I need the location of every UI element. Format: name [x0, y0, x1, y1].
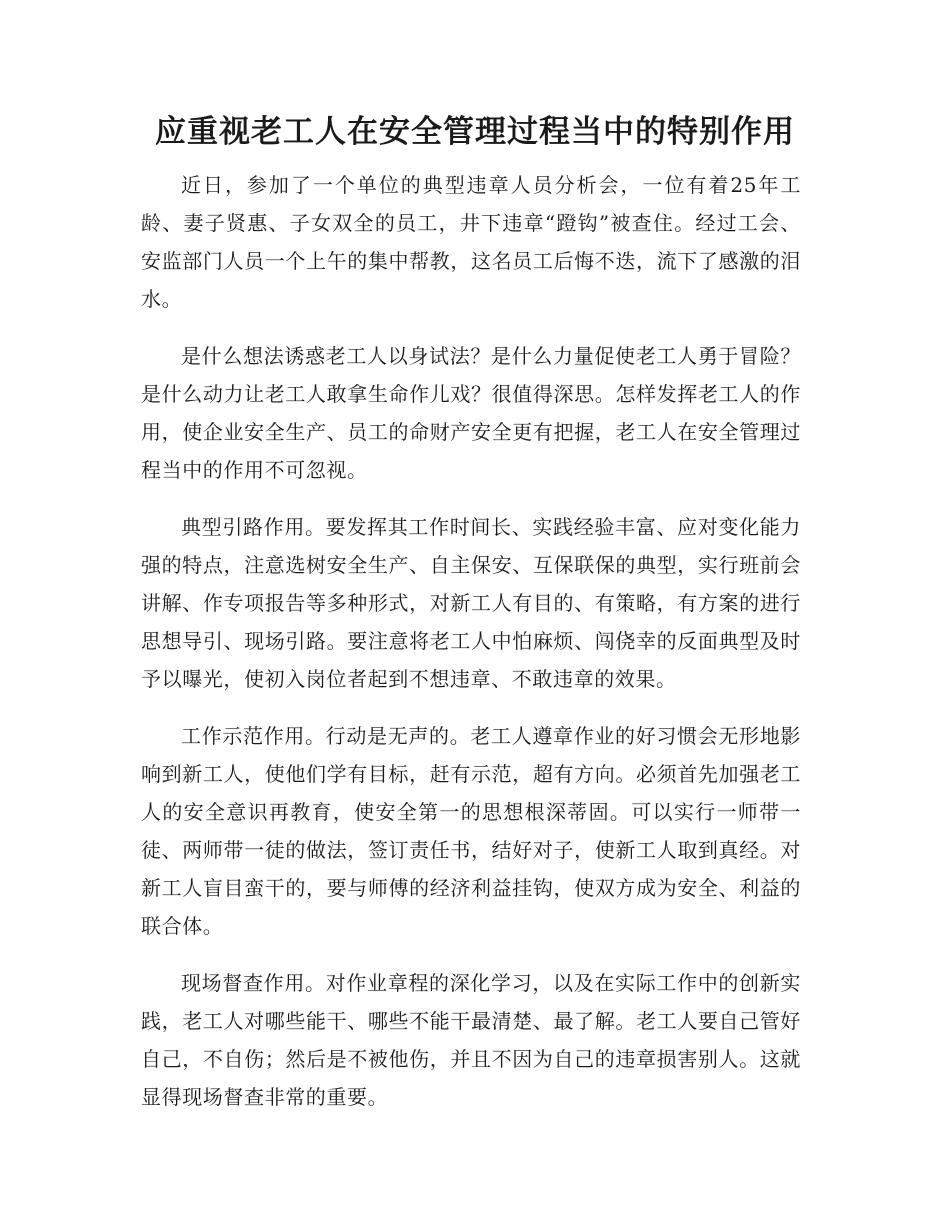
paragraph-5: 现场督查作用。对作业章程的深化学习，以及在实际工作中的创新实践，老工人对哪些能干、哪些不能干最清楚、最了解。老工人要自己管好自己，不自伤；然后是不被他伤，并且不因为自己的违章损害别人。这就显得现场督查非常的重要。 — [141, 971, 801, 1109]
paragraph-1: 近日，参加了一个单位的典型违章人员分析会，一位有着25年工龄、妻子贤惠、子女双全的员工，井下违章“蹬钩”被查住。经过工会、安监部门人员一个上午的集中帮教，这名员工后悔不迭，流下了感激的泪水。 — [141, 173, 801, 311]
document-title: 应重视老工人在安全管理过程当中的特别作用 — [155, 114, 795, 150]
document-body — [141, 166, 801, 1135]
paragraph-2: 是什么想法诱惑老工人以身试法？是什么力量促使老工人勇于冒险？是什么动力让老工人敢拿生命作儿戏？很值得深思。怎样发挥老工人的作用，使企业安全生产、员工的命财产安全更有把握，老工人在安全管理过程当中的作用不可忽视。 — [141, 344, 801, 482]
paragraph-3: 典型引路作用。要发挥其工作时间长、实践经验丰富、应对变化能力强的特点，注意选树安全生产、自主保安、互保联保的典型，实行班前会讲解、作专项报告等多种形式，对新工人有目的、有策略，有方案的进行思想导引、现场引路。要注意将老工人中怕麻烦、闯侥幸的反面典型及时予以曝光，使初入岗位者起到不想违章、不敢违章的效果。 — [141, 515, 801, 691]
paragraph-4: 工作示范作用。行动是无声的。老工人遵章作业的好习惯会无形地影响到新工人，使他们学有目标，赶有示范，超有方向。必须首先加强老工人的安全意识再教育，使安全第一的思想根深蒂固。可以实行一师带一徒、两师带一徒的做法，签订责任书，结好对子，使新工人取到真经。对新工人盲目蛮干的，要与师傅的经济利益挂钩，使双方成为安全、利益的联合体。 — [141, 724, 801, 938]
